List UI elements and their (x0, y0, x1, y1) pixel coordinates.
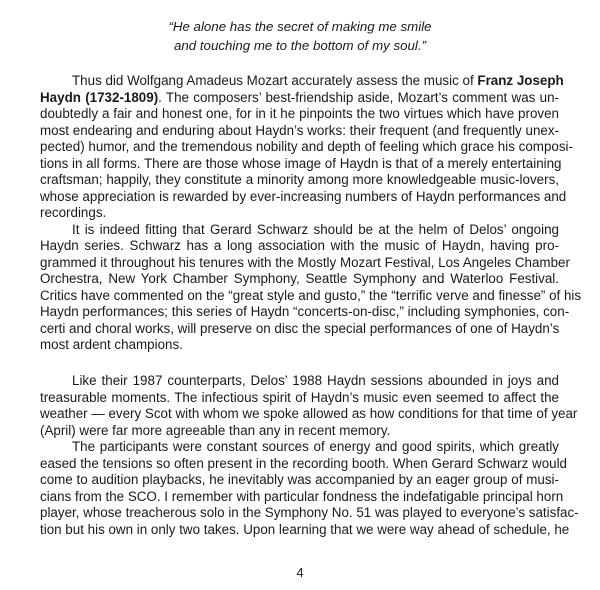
paragraph (40, 73, 573, 222)
quote-line-1: “He alone has the secret of making me smile (168, 19, 432, 34)
text-line (40, 73, 564, 90)
text-line: pected) humor, and the tremendous nobility and depth of feeling which grace his composi- (40, 139, 573, 154)
text-line: tion but his own in only two takes. Upon learning that we were way ahead of schedule, he (40, 521, 570, 537)
text-line: weather — every Scot with whom we spoke allowed as how conditions for that time of year (40, 406, 578, 421)
text-line: It is indeed fitting that Gerard Schwarz should be at the helm of Delos’ ongoing (72, 221, 559, 237)
text-span: Thus did Wolfgang Amadeus Mozart accurately assess the music of (72, 73, 478, 88)
text-line (40, 90, 559, 107)
body-text-block-1 (40, 73, 582, 354)
text-line: Orchestra, New York Chamber Symphony, Seattle Symphony and Waterloo Festival. (40, 271, 559, 286)
text-line: treasurable moments. The infectious spirit of Haydn’s music even seemed to affect the (40, 389, 559, 405)
text-line: The participants were constant sources of energy and good spirits, which greatly (72, 439, 559, 454)
epigraph-quote (0, 17, 600, 55)
text-line: Like their 1987 counterparts, Delos’ 1988 Haydn sessions abounded in joys and (72, 373, 559, 388)
quote-line-2: and touching me to the bottom of my soul.” (173, 38, 427, 53)
text-line: come to audition playbacks, he inevitably was accompanied by an eager group of musi- (40, 472, 559, 487)
text-line: certi and choral works, will preserve on disc the special performances of one of Haydn’s (40, 320, 560, 336)
text-line: grammed it throughout his tenures with the Mostly Mozart Festival, Los Angeles Chamber (40, 254, 570, 270)
text-line: tions in all forms. There are those whose image of Haydn is that of a merely entertaining (40, 155, 562, 171)
text-line: doubtedly a fair and honest one, for in it he pinpoints the two virtues which have proven (40, 106, 559, 121)
composer-name: Franz Joseph (477, 73, 564, 88)
text-line: Haydn performances; this series of Haydn “concerts-on-disc,” including symphonies, con- (40, 304, 570, 319)
body-text-block-2 (40, 373, 579, 538)
text-line: eased the tensions so often present in the recording booth. When Gerard Schwarz would (40, 455, 568, 471)
text-line: most ardent champions. (40, 337, 183, 352)
text-line: recordings. (40, 205, 107, 220)
composer-dates: Haydn (1732-1809) (40, 89, 159, 105)
page-number: 4 (296, 565, 304, 580)
text-span: . The composers’ best-friendship aside, Mozart’s comment was un- (158, 89, 559, 105)
text-line: most endearing and enduring about Haydn’s works: their frequent (and frequently unex- (40, 122, 559, 138)
text-line: player, whose treacherous solo in the Symphony No. 51 was played to everyone’s satisfac- (40, 505, 579, 520)
text-line: craftsman; happily, they constitute a minority among more knowledgeable music-lovers, (40, 172, 559, 187)
text-line: Haydn series. Schwarz has a long association with the music of Haydn, having pro- (40, 238, 559, 253)
text-line: (April) were far more agreeable than any in recent memory. (40, 422, 391, 438)
text-line: cians from the SCO. I remember with particular fondness the indefatigable principal horn (40, 488, 564, 504)
paragraph (40, 373, 578, 439)
text-line: Critics have commented on the “great style and gusto,” the “terrific verve and finesse” of his (40, 287, 582, 303)
paragraph (40, 221, 582, 354)
paragraph (40, 439, 579, 538)
text-line: whose appreciation is rewarded by ever-increasing numbers of Haydn performances and (40, 188, 567, 204)
